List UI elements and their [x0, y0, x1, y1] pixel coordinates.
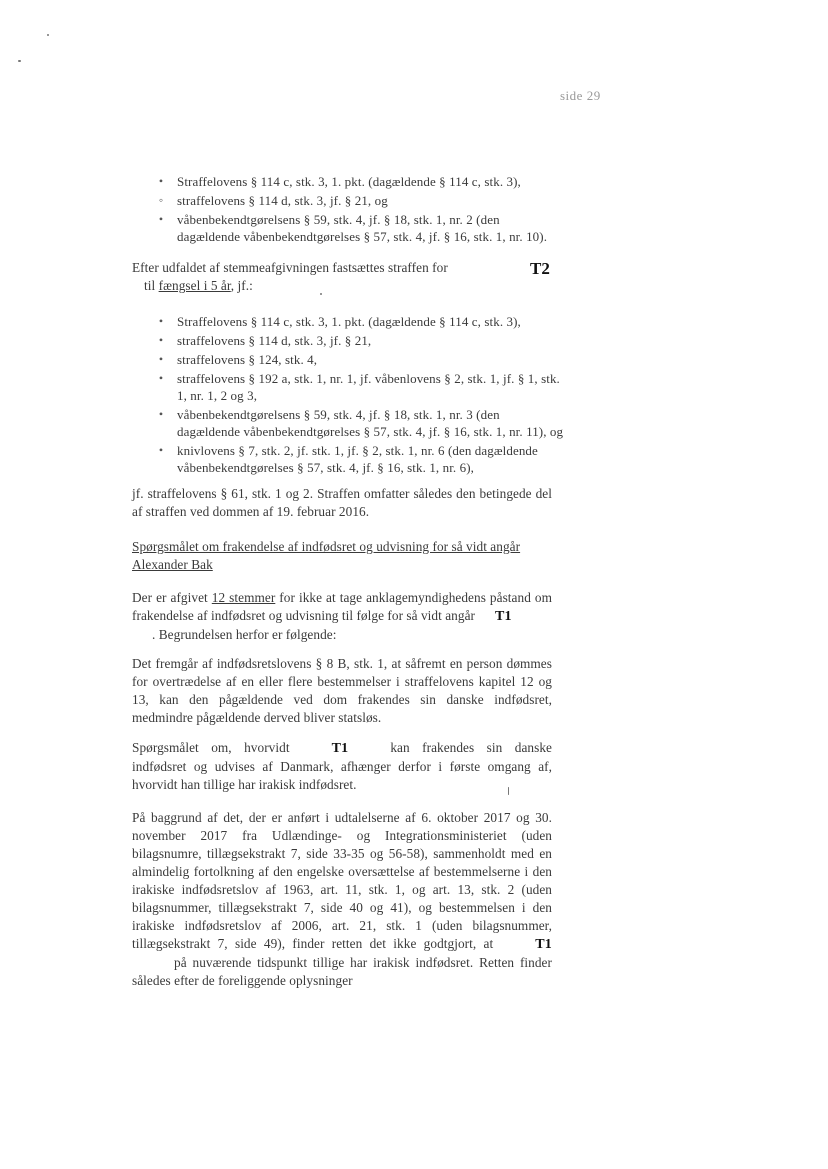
paragraph-votes: Der er afgivet 12 stemmer for ikke at tage anklagemyndighedens påstand om frakendelse af indfødsret og udvisning til følge for så vidt angår T1 . Begrundelsen herfor er følgende: — [132, 590, 552, 642]
bullet-icon: • — [158, 174, 164, 188]
bullet-icon: • — [158, 371, 164, 385]
scan-speck — [18, 60, 21, 62]
bullet-icon: • — [158, 212, 164, 226]
list-item — [155, 406, 565, 440]
redaction-label-t2: T2 — [530, 259, 550, 278]
list-item-text: knivlovens § 7, stk. 2, jf. stk. 1, jf. § 2, stk. 1, nr. 6 (den dagældende våbenbekendtgørelses § 57, stk. 4, jf. § 16, stk. 1, nr. 6), — [177, 443, 538, 475]
list-item — [155, 332, 565, 349]
list-item — [155, 370, 565, 404]
section-heading: Spørgsmålet om frakendelse af indfødsret og udvisning for så vidt angår Alexander Bak — [132, 539, 521, 572]
scan-speck — [47, 34, 49, 36]
list-item-text: straffelovens § 124, stk. 4, — [177, 352, 318, 367]
page-number: side 29 — [560, 88, 601, 103]
bullet-icon: • — [158, 333, 164, 347]
list-item — [155, 192, 565, 209]
paragraph-sentence-scope: jf. straffelovens § 61, stk. 1 og 2. Straffen omfatter således den betingede del af straffen ved dommen af 19. februar 2016. — [132, 486, 552, 519]
list-item — [155, 442, 565, 476]
list-item-text: straffelovens § 114 d, stk. 3, jf. § 21, — [177, 333, 372, 348]
bullet-icon: • — [158, 407, 164, 421]
intro-line-1: Efter udfaldet af stemmeafgivningen fastsættes straffen for — [132, 260, 448, 275]
list-item-text: Straffelovens § 114 c, stk. 3, 1. pkt. (dagældende § 114 c, stk. 3), — [177, 174, 521, 189]
sentence-underlined: fængsel i 5 år — [158, 278, 231, 293]
list-item — [155, 211, 565, 245]
list-item-text: Straffelovens § 114 c, stk. 3, 1. pkt. (dagældende § 114 c, stk. 3), — [177, 314, 521, 329]
redaction-label-t1: T1 — [535, 937, 552, 952]
bullet-icon: • — [158, 314, 164, 328]
list-item-text: straffelovens § 192 a, stk. 1, nr. 1, jf. våbenlovens § 2, stk. 1, jf. § 1, stk. 1, nr. 1, 2 og 3, — [177, 371, 560, 403]
list-item — [155, 173, 565, 190]
bullet-icon: ◦ — [158, 193, 164, 207]
redaction-label-t1: T1 — [331, 741, 349, 756]
list-item — [155, 313, 565, 330]
sentence-intro — [132, 259, 462, 295]
list-item — [155, 351, 565, 368]
redaction-label-t1: T1 — [495, 609, 512, 624]
votes-underlined: 12 stemmer — [211, 590, 276, 605]
bullet-icon: • — [158, 443, 164, 457]
intro-line-2: til fængsel i 5 år, jf.: — [144, 278, 253, 293]
paragraph-question: Spørgsmålet om, hvorvidt T1 kan frakendes sin danske indfødsret og udvises af Danmark, afhænger derfor i første omgang af, hvorvidt han tillige har irakisk indfødsret. — [132, 740, 552, 792]
statute-list-1 — [155, 173, 565, 247]
list-item-text: straffelovens § 114 d, stk. 3, jf. § 21, og — [177, 193, 388, 208]
paragraph-assessment: På baggrund af det, der er anført i udtalelserne af 6. oktober 2017 og 30. november 2017 fra Udlændinge- og Integrationsministeriet (uden bilagsnumre, tillægsekstrakt 7, side 33-35 og 56-58), sammenholdt med en almindelig fortolkning af den engelske oversættelse af bestemmelserne i den irakiske indfødsretslov af 1963, art. 11, stk. 1, og art. 13, stk. 2 (uden bilagsnummer, tillægsekstrakt 7, side 40 og 41), og bestemmelsen i den irakiske indfødsretslov af 2006, art. 21, stk. 1 (uden bilagsnummer, tillægsekstrakt 7, side 49), finder retten det ikke godtgjort, at T1på nuværende tidspunkt tillige har irakisk indfødsret. Retten finder således efter de foreliggende oplysninger — [132, 810, 552, 988]
bullet-icon: • — [158, 352, 164, 366]
paragraph-legal-basis: Det fremgår af indfødsretslovens § 8 B, stk. 1, at såfremt en person dømmes for overtrædelse af en eller flere bestemmelser i straffelovens kapitel 12 og 13, kan den pågældende ved dom frakendes sin danske indfødsret, medmindre pågældende derved bliver statsløs. — [132, 656, 552, 725]
list-item-text: våbenbekendtgørelsens § 59, stk. 4, jf. § 18, stk. 1, nr. 3 (den dagældende våbenbekendtgørelses § 57, stk. 4, jf. § 16, stk. 1, nr. 11), og — [177, 407, 564, 439]
statute-list-2 — [155, 313, 565, 478]
list-item-text: våbenbekendtgørelsens § 59, stk. 4, jf. § 18, stk. 1, nr. 2 (den dagældende våbenbekendtgørelses § 57, stk. 4, jf. § 16, stk. 1, nr. 10). — [177, 212, 548, 244]
